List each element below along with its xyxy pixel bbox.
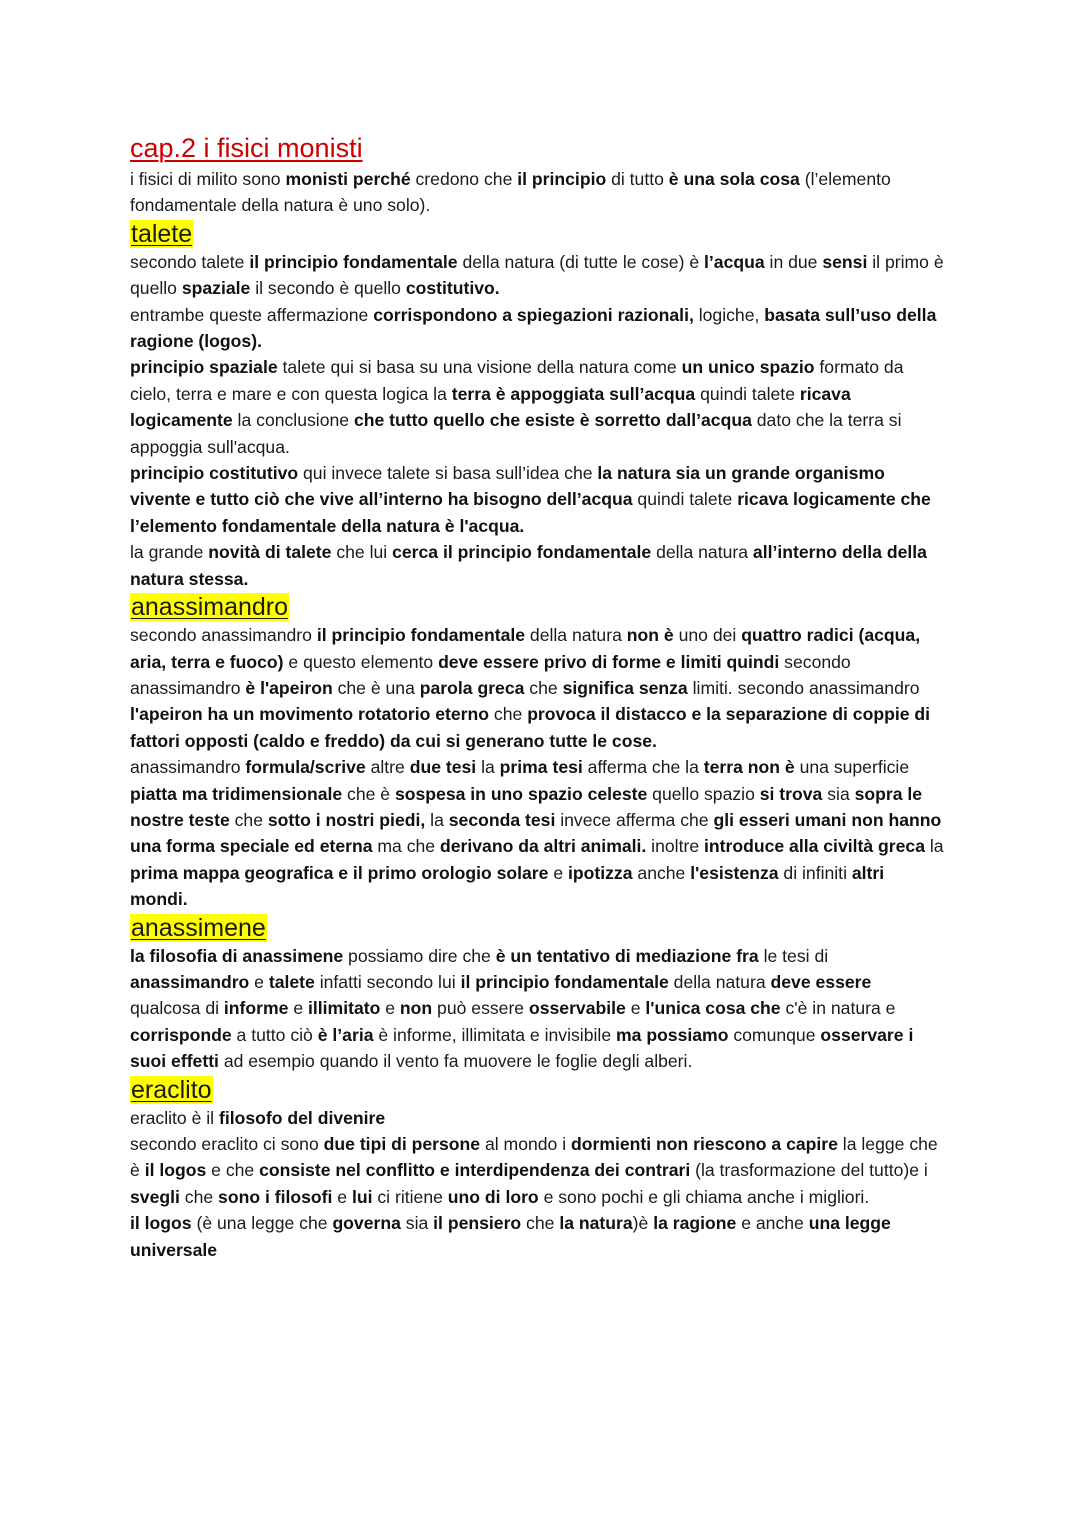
text-run: la: [425, 809, 449, 830]
text-run: secondo talete: [130, 251, 250, 272]
text-run: e che: [206, 1160, 260, 1181]
bold-run: novità di talete: [208, 542, 332, 563]
bold-run: cerca il principio fondamentale: [392, 542, 652, 563]
text-run: la legge che è: [130, 1134, 938, 1181]
text-run: e: [380, 998, 400, 1019]
bold-run: il principio fondamentale: [249, 251, 458, 272]
text-run: il primo è quello: [130, 251, 944, 299]
text-run: ad esempio quando il vento fa muovere le foglie degli alberi.: [218, 1051, 693, 1072]
bold-run: non è: [626, 625, 674, 646]
bold-run: l’acqua: [704, 251, 765, 272]
text-run: può essere: [432, 998, 529, 1019]
section-heading-text: anassimandro: [131, 593, 289, 622]
text-run: (è una legge che: [191, 1213, 333, 1234]
bold-run: il principio fondamentale: [460, 971, 669, 992]
paragraph: [130, 754, 945, 912]
bold-run: il logos: [144, 1160, 207, 1181]
text-run: il secondo è quello: [250, 278, 406, 299]
bold-run: dormienti non riescono a capire: [571, 1134, 838, 1154]
text-run: infatti secondo lui: [314, 971, 461, 992]
text-run: e anche: [736, 1213, 809, 1234]
bold-run: sotto i nostri piedi,: [267, 809, 426, 830]
text-run: e: [548, 862, 568, 883]
sections-container: [130, 166, 945, 1263]
text-run: limiti. secondo anassimandro: [687, 677, 920, 698]
text-run: quindi talete: [632, 489, 738, 510]
bold-run: l'apeiron ha un movimento rotatorio eterno: [130, 704, 490, 725]
bold-run: talete: [268, 971, 315, 992]
bold-run: provoca il distacco e la separazione di coppie di fattori opposti: [130, 704, 931, 751]
text-run: c'è in natura e: [780, 998, 896, 1019]
bold-run: non: [399, 998, 433, 1019]
bold-run: ipotizza: [568, 862, 633, 883]
bold-run: deve essere privo di forme e limiti quindi: [438, 651, 780, 672]
bold-run: che tutto quello che esiste è sorretto dall’acqua: [353, 410, 752, 431]
text-run: formato da cielo, terra e mare e con questa logica la: [130, 357, 904, 404]
section-heading-text: eraclito: [131, 1075, 212, 1104]
text-run: secondo anassimandro: [130, 625, 317, 646]
bold-run: ricava logicamente che l’elemento fondamentale della natura è l'acqua.: [130, 489, 931, 536]
text-run: (la trasformazione del tutto)e i: [690, 1160, 928, 1181]
text-run: che è: [342, 783, 395, 804]
section-eraclito: [130, 1075, 945, 1263]
text-run: e questo elemento: [283, 651, 439, 672]
paragraph: [130, 1210, 945, 1263]
bold-run: formula/scrive: [245, 757, 366, 778]
bold-run: un unico spazio: [681, 357, 815, 378]
bold-run: informe: [223, 998, 289, 1019]
bold-run: osservare i suoi effetti: [130, 1024, 914, 1072]
text-run: della natura: [525, 625, 627, 646]
text-run: qui invece talete si basa sull’idea che: [298, 463, 598, 484]
paragraph: [130, 943, 945, 1075]
bold-run: è un tentativo di mediazione fra: [495, 945, 759, 966]
section-heading-text: talete: [131, 219, 193, 248]
text-run: la grande: [130, 542, 209, 563]
bold-run: il pensiero: [433, 1213, 522, 1234]
text-run: una superficie: [794, 757, 910, 778]
paragraph: [130, 302, 945, 355]
section-anassimandro: [130, 592, 945, 912]
bold-run: prima tesi: [499, 757, 583, 778]
text-run: secondo anassimandro: [130, 651, 851, 698]
section-intro: [130, 166, 945, 219]
bold-run: principio costitutivo: [130, 463, 299, 484]
bold-run: governa: [332, 1213, 401, 1234]
bold-run: la ragione: [653, 1213, 737, 1234]
paragraph: [130, 622, 945, 754]
text-run: ci ritiene: [372, 1186, 448, 1207]
bold-run: svegli: [130, 1186, 180, 1207]
text-run: la conclusione: [232, 410, 354, 431]
text-run: anche: [632, 862, 691, 883]
bold-run: è una sola cosa: [668, 169, 800, 189]
bold-run: sospesa in uno spazio celeste: [394, 783, 648, 804]
bold-run: sono i filosofi: [218, 1186, 333, 1207]
text-run: di tutto: [606, 169, 669, 189]
bold-run: uno di loro: [447, 1186, 539, 1207]
bold-run: derivano da altri animali.: [439, 836, 647, 857]
bold-run: corrisponde: [130, 1024, 232, 1045]
text-run: che: [179, 1186, 219, 1207]
bold-run: corrispondono a spiegazioni razionali,: [373, 304, 694, 325]
bold-run: lui: [351, 1186, 373, 1207]
section-heading: [130, 913, 945, 943]
section-heading: [130, 592, 945, 622]
text-run: )è: [632, 1213, 654, 1234]
text-run: che: [489, 704, 528, 725]
text-run: inoltre: [646, 836, 704, 857]
text-run: a tutto ciò: [231, 1024, 318, 1045]
bold-run: due tipi di persone: [323, 1134, 481, 1154]
bold-run: prima mappa geografica e il primo orologio solare: [130, 862, 549, 883]
text-run: comunque: [728, 1024, 821, 1045]
text-run: ma che: [372, 836, 440, 857]
text-run: in due: [764, 251, 823, 272]
bold-run: sopra le nostre teste: [130, 783, 923, 830]
bold-run: osservabile: [528, 998, 626, 1019]
bold-run: ma possiamo: [616, 1024, 729, 1045]
bold-run: è l’aria: [317, 1024, 374, 1045]
bold-run: consiste nel conflitto e interdipendenza dei contrari: [259, 1160, 691, 1181]
text-run: anassimandro: [130, 757, 246, 778]
bold-run: ricava logicamente: [130, 383, 851, 431]
text-run: dato che la terra si appoggia sull'acqua.: [130, 410, 902, 457]
bold-run: una legge universale: [130, 1213, 891, 1260]
bold-run: altri mondi.: [130, 862, 885, 910]
bold-run: la filosofia di anassimene: [130, 945, 344, 966]
text-run: che: [521, 1213, 560, 1234]
text-run: e: [332, 1186, 352, 1207]
text-run: della natura (di tutte le cose) è: [457, 251, 705, 272]
bold-run: l'esistenza: [690, 862, 779, 883]
section-talete: [130, 219, 945, 592]
bold-run: piatta ma tridimensionale: [130, 783, 343, 804]
text-run: qualcosa di: [130, 998, 224, 1019]
text-run: altre: [365, 757, 410, 778]
document-body: [130, 130, 945, 1263]
bold-run: introduce alla civiltà greca: [704, 836, 925, 857]
text-run: i fisici di milito sono: [130, 169, 286, 189]
text-run: e sono pochi e gli chiama anche i migliori.: [538, 1186, 870, 1207]
text-run: possiamo dire che: [343, 945, 496, 966]
bold-run: il logos: [130, 1213, 192, 1234]
text-run: le tesi di: [758, 945, 829, 966]
bold-run: quattro radici (acqua, aria, terra e fuoco): [130, 625, 921, 672]
text-run: secondo eraclito ci sono: [130, 1134, 324, 1154]
bold-run: basata sull’uso della ragione (logos).: [130, 304, 937, 352]
text-run: e: [625, 998, 646, 1019]
section-heading-text: anassimene: [131, 913, 266, 942]
bold-run: il principio: [517, 169, 607, 189]
text-run: della natura: [651, 542, 753, 563]
text-run: e: [288, 998, 308, 1019]
bold-run: due tesi: [409, 757, 477, 778]
bold-run: sensi: [822, 251, 868, 272]
text-run: invece afferma che: [555, 809, 714, 830]
bold-run: significa senza: [562, 677, 688, 698]
text-run: che lui: [331, 542, 393, 563]
section-anassimene: [130, 913, 945, 1075]
bold-run: terra è appoggiata sull’acqua: [451, 383, 696, 404]
text-run: e: [249, 971, 269, 992]
bold-run: principio spaziale: [130, 357, 278, 378]
bold-run: all’interno della della natura stessa.: [130, 542, 927, 589]
bold-run: la natura sia un grande organismo vivente e tutto ciò che vive all’interno ha bisogno dell’acqua: [130, 463, 885, 510]
bold-run: terra non è: [703, 757, 795, 778]
text-run: talete qui si basa su una visione della natura come: [277, 357, 682, 378]
bold-run: la natura: [559, 1213, 633, 1234]
bold-run: parola greca: [419, 677, 525, 698]
text-run: logiche,: [693, 304, 765, 325]
text-run: della natura: [668, 971, 771, 992]
paragraph: [130, 1131, 945, 1210]
text-run: entrambe queste affermazione: [130, 304, 374, 325]
text-run: quindi talete: [695, 383, 800, 404]
text-run: quello spazio: [647, 783, 760, 804]
bold-run: illimitato: [308, 998, 381, 1019]
bold-run: spaziale: [181, 278, 251, 299]
paragraph: [130, 249, 945, 302]
bold-run: costitutivo.: [405, 278, 500, 299]
paragraph: [130, 1105, 945, 1131]
text-run: è informe, illimitata e invisibile: [373, 1024, 616, 1045]
text-run: (l’elemento fondamentale della natura è uno solo).: [130, 169, 891, 216]
bold-run: (caldo e freddo) da cui si generano tutte le cose.: [253, 730, 657, 751]
page-title: cap.2 i fisici monisti: [130, 133, 363, 163]
text-run: di infiniti: [778, 862, 852, 883]
bold-run: si trova: [759, 783, 823, 804]
bold-run: l'unica cosa che: [645, 998, 781, 1019]
bold-run: anassimandro: [130, 971, 250, 992]
bold-run: il principio fondamentale: [316, 625, 526, 646]
section-heading: [130, 1075, 945, 1105]
text-run: sia: [822, 783, 855, 804]
text-run: eraclito è il: [130, 1107, 219, 1128]
text-run: che: [524, 677, 563, 698]
bold-run: gli esseri umani non hanno una forma speciale ed eterna: [130, 809, 942, 857]
bold-run: deve essere: [770, 971, 872, 992]
section-heading: [130, 219, 945, 249]
text-run: sia: [400, 1213, 434, 1234]
text-run: la: [476, 757, 500, 778]
text-run: uno dei: [673, 625, 742, 646]
paragraph: [130, 166, 945, 219]
text-run: al mondo i: [480, 1134, 572, 1154]
text-run: afferma che la: [582, 757, 704, 778]
text-run: la: [925, 836, 944, 857]
bold-run: è l'apeiron: [245, 677, 333, 698]
text-run: che: [229, 809, 268, 830]
bold-run: seconda tesi: [448, 809, 556, 830]
paragraph: [130, 354, 945, 460]
text-run: credono che: [410, 169, 518, 189]
paragraph: [130, 539, 945, 592]
paragraph: [130, 460, 945, 539]
bold-run: monisti perché: [285, 169, 411, 189]
bold-run: filosofo del divenire: [218, 1107, 386, 1128]
text-run: che è una: [332, 677, 420, 698]
